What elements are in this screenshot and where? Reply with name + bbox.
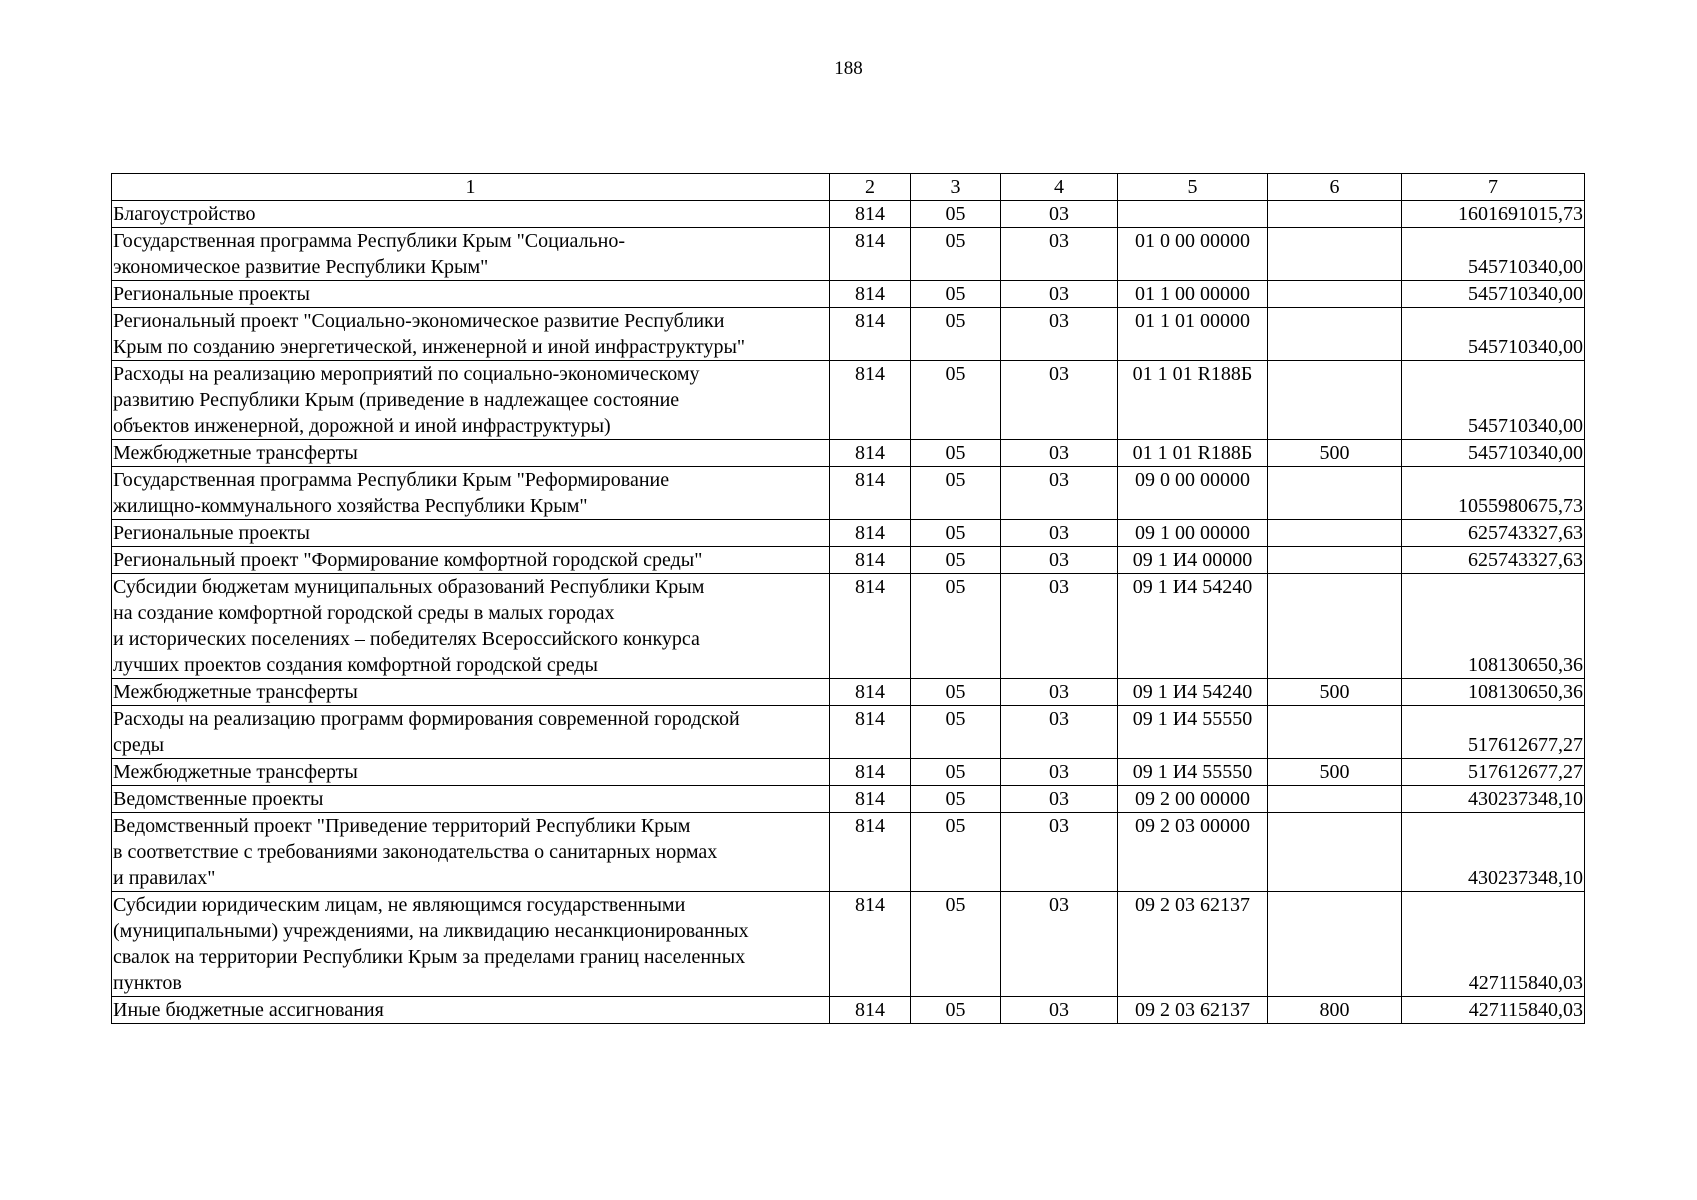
row-code-5-cell: 01 0 00 00000	[1118, 228, 1268, 281]
row-code-6-cell	[1268, 547, 1402, 574]
row-name-cell: Ведомственный проект "Приведение территорий Республики Крым в соответствие с требованиями законодательства о санитарных нормах и правилах"	[112, 813, 830, 892]
row-code-3-cell: 05	[911, 201, 1001, 228]
table-row	[112, 361, 1585, 440]
row-name-cell: Региональный проект "Формирование комфортной городской среды"	[112, 547, 830, 574]
row-code-6-cell	[1268, 574, 1402, 679]
row-code-4-cell: 03	[1001, 281, 1118, 308]
row-code-5-cell: 09 1 00 00000	[1118, 520, 1268, 547]
table-row	[112, 574, 1585, 679]
row-name-cell: Региональный проект "Социально-экономическое развитие Республики Крым по созданию энергетической, инженерной и иной инфраструктуры"	[112, 308, 830, 361]
row-amount-cell: 427115840,03	[1402, 997, 1585, 1024]
row-code-4-cell: 03	[1001, 574, 1118, 679]
row-code-5-cell: 01 1 01 00000	[1118, 308, 1268, 361]
row-name-cell: Региональные проекты	[112, 520, 830, 547]
row-name-cell: Межбюджетные трансферты	[112, 440, 830, 467]
row-code-2-cell: 814	[830, 547, 911, 574]
row-code-6-cell	[1268, 201, 1402, 228]
row-name-cell: Иные бюджетные ассигнования	[112, 997, 830, 1024]
row-code-6-cell	[1268, 706, 1402, 759]
row-code-3-cell: 05	[911, 679, 1001, 706]
row-code-4-cell: 03	[1001, 228, 1118, 281]
row-code-3-cell: 05	[911, 361, 1001, 440]
table-row	[112, 520, 1585, 547]
row-name-cell: Благоустройство	[112, 201, 830, 228]
row-code-2-cell: 814	[830, 706, 911, 759]
column-header: 7	[1402, 174, 1585, 201]
row-code-4-cell: 03	[1001, 679, 1118, 706]
column-header: 3	[911, 174, 1001, 201]
header-row	[112, 174, 1585, 201]
row-code-6-cell	[1268, 281, 1402, 308]
row-code-2-cell: 814	[830, 467, 911, 520]
row-code-2-cell: 814	[830, 201, 911, 228]
row-code-5-cell: 09 2 00 00000	[1118, 786, 1268, 813]
row-code-5-cell: 09 2 03 62137	[1118, 892, 1268, 997]
row-amount-cell: 545710340,00	[1402, 308, 1585, 361]
row-code-2-cell: 814	[830, 361, 911, 440]
table-row	[112, 281, 1585, 308]
row-name-cell: Расходы на реализацию мероприятий по социально-экономическому развитию Республики Крым (приведение в надлежащее состояние объектов инженерной, дорожной и иной инфраструктуры)	[112, 361, 830, 440]
row-code-5-cell: 01 1 00 00000	[1118, 281, 1268, 308]
row-name-cell: Государственная программа Республики Крым "Социально- экономическое развитие Республики Крым"	[112, 228, 830, 281]
row-code-3-cell: 05	[911, 997, 1001, 1024]
row-code-5-cell: 01 1 01 R188Б	[1118, 440, 1268, 467]
table-row	[112, 813, 1585, 892]
row-code-4-cell: 03	[1001, 201, 1118, 228]
row-code-4-cell: 03	[1001, 997, 1118, 1024]
page-number: 188	[834, 58, 863, 79]
table-row	[112, 997, 1585, 1024]
row-code-3-cell: 05	[911, 520, 1001, 547]
row-code-6-cell: 500	[1268, 679, 1402, 706]
row-code-6-cell: 800	[1268, 997, 1402, 1024]
row-code-5-cell: 09 1 И4 54240	[1118, 679, 1268, 706]
column-header: 1	[112, 174, 830, 201]
table-row	[112, 679, 1585, 706]
table-row	[112, 440, 1585, 467]
column-header: 4	[1001, 174, 1118, 201]
row-code-3-cell: 05	[911, 786, 1001, 813]
row-code-3-cell: 05	[911, 813, 1001, 892]
row-code-6-cell: 500	[1268, 440, 1402, 467]
row-amount-cell: 545710340,00	[1402, 440, 1585, 467]
row-amount-cell: 108130650,36	[1402, 574, 1585, 679]
row-code-3-cell: 05	[911, 759, 1001, 786]
row-code-6-cell	[1268, 813, 1402, 892]
row-code-2-cell: 814	[830, 520, 911, 547]
row-code-4-cell: 03	[1001, 440, 1118, 467]
row-code-3-cell: 05	[911, 228, 1001, 281]
row-code-4-cell: 03	[1001, 813, 1118, 892]
column-header: 5	[1118, 174, 1268, 201]
row-code-5-cell: 09 1 И4 00000	[1118, 547, 1268, 574]
table-row	[112, 786, 1585, 813]
table-row	[112, 308, 1585, 361]
row-amount-cell: 517612677,27	[1402, 759, 1585, 786]
row-code-2-cell: 814	[830, 679, 911, 706]
budget-table	[111, 173, 1585, 1024]
row-code-5-cell: 09 1 И4 55550	[1118, 759, 1268, 786]
row-code-5-cell: 09 1 И4 54240	[1118, 574, 1268, 679]
row-code-4-cell: 03	[1001, 308, 1118, 361]
table-row	[112, 201, 1585, 228]
table-row	[112, 759, 1585, 786]
row-name-cell: Ведомственные проекты	[112, 786, 830, 813]
row-code-2-cell: 814	[830, 813, 911, 892]
row-name-cell: Межбюджетные трансферты	[112, 759, 830, 786]
row-code-3-cell: 05	[911, 574, 1001, 679]
row-code-5-cell: 09 2 03 62137	[1118, 997, 1268, 1024]
row-code-6-cell	[1268, 786, 1402, 813]
row-code-6-cell	[1268, 228, 1402, 281]
table-row	[112, 467, 1585, 520]
row-amount-cell: 625743327,63	[1402, 520, 1585, 547]
row-code-2-cell: 814	[830, 574, 911, 679]
row-name-cell: Государственная программа Республики Крым "Реформирование жилищно-коммунального хозяйства Республики Крым"	[112, 467, 830, 520]
row-code-3-cell: 05	[911, 547, 1001, 574]
row-code-6-cell: 500	[1268, 759, 1402, 786]
row-code-4-cell: 03	[1001, 547, 1118, 574]
row-code-2-cell: 814	[830, 440, 911, 467]
row-code-2-cell: 814	[830, 892, 911, 997]
row-code-4-cell: 03	[1001, 759, 1118, 786]
row-name-cell: Региональные проекты	[112, 281, 830, 308]
row-amount-cell: 625743327,63	[1402, 547, 1585, 574]
row-code-5-cell: 09 2 03 00000	[1118, 813, 1268, 892]
row-code-6-cell	[1268, 361, 1402, 440]
row-code-3-cell: 05	[911, 706, 1001, 759]
table-row	[112, 547, 1585, 574]
row-name-cell: Субсидии юридическим лицам, не являющимся государственными (муниципальными) учреждениями, на ликвидацию несанкционированных свалок на территории Республики Крым за пределами границ населенных пунктов	[112, 892, 830, 997]
row-code-5-cell: 09 1 И4 55550	[1118, 706, 1268, 759]
row-code-5-cell: 09 0 00 00000	[1118, 467, 1268, 520]
row-code-4-cell: 03	[1001, 520, 1118, 547]
row-code-3-cell: 05	[911, 467, 1001, 520]
row-code-3-cell: 05	[911, 281, 1001, 308]
row-name-cell: Субсидии бюджетам муниципальных образований Республики Крым на создание комфортной городской среды в малых городах и исторических поселениях – победителях Всероссийского конкурса лучших проектов создания комфортной городской среды	[112, 574, 830, 679]
row-amount-cell: 427115840,03	[1402, 892, 1585, 997]
row-amount-cell: 517612677,27	[1402, 706, 1585, 759]
row-code-2-cell: 814	[830, 228, 911, 281]
row-code-2-cell: 814	[830, 308, 911, 361]
row-code-6-cell	[1268, 308, 1402, 361]
row-code-4-cell: 03	[1001, 786, 1118, 813]
row-amount-cell: 108130650,36	[1402, 679, 1585, 706]
row-amount-cell: 545710340,00	[1402, 361, 1585, 440]
row-code-3-cell: 05	[911, 892, 1001, 997]
row-amount-cell: 430237348,10	[1402, 813, 1585, 892]
row-code-4-cell: 03	[1001, 892, 1118, 997]
row-code-4-cell: 03	[1001, 467, 1118, 520]
row-amount-cell: 1055980675,73	[1402, 467, 1585, 520]
row-code-4-cell: 03	[1001, 706, 1118, 759]
row-amount-cell: 430237348,10	[1402, 786, 1585, 813]
column-header: 6	[1268, 174, 1402, 201]
table-row	[112, 228, 1585, 281]
row-name-cell: Межбюджетные трансферты	[112, 679, 830, 706]
table-row	[112, 892, 1585, 997]
row-code-3-cell: 05	[911, 440, 1001, 467]
row-code-6-cell	[1268, 892, 1402, 997]
row-code-2-cell: 814	[830, 786, 911, 813]
row-code-2-cell: 814	[830, 759, 911, 786]
row-amount-cell: 1601691015,73	[1402, 201, 1585, 228]
row-code-3-cell: 05	[911, 308, 1001, 361]
row-code-5-cell	[1118, 201, 1268, 228]
row-code-6-cell	[1268, 467, 1402, 520]
row-name-cell: Расходы на реализацию программ формирования современной городской среды	[112, 706, 830, 759]
column-header: 2	[830, 174, 911, 201]
row-amount-cell: 545710340,00	[1402, 281, 1585, 308]
row-amount-cell: 545710340,00	[1402, 228, 1585, 281]
row-code-5-cell: 01 1 01 R188Б	[1118, 361, 1268, 440]
row-code-6-cell	[1268, 520, 1402, 547]
row-code-2-cell: 814	[830, 997, 911, 1024]
row-code-2-cell: 814	[830, 281, 911, 308]
row-code-4-cell: 03	[1001, 361, 1118, 440]
table-row	[112, 706, 1585, 759]
